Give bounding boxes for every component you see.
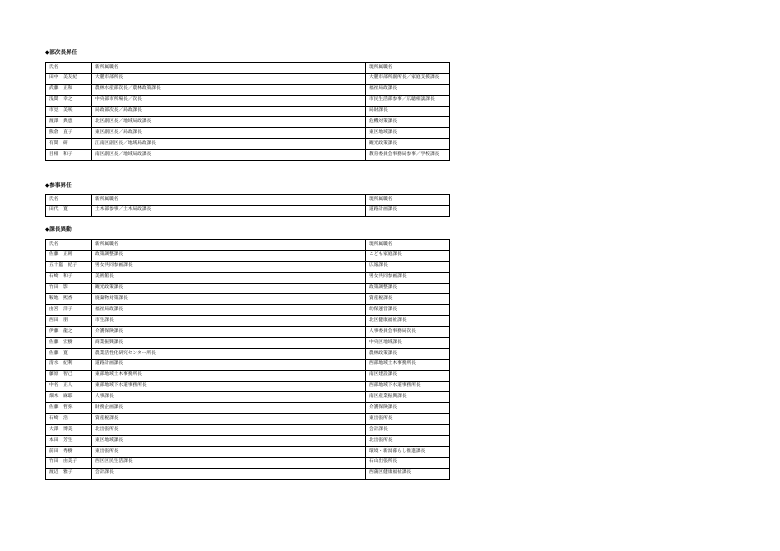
cell-new-position: 東区地域課長 xyxy=(92,436,366,447)
cell-current-position: 広報課長 xyxy=(366,261,450,272)
cell-name: 藤原 智己 xyxy=(46,370,92,381)
cell-new-position: 介護保険課長 xyxy=(92,327,366,338)
cell-name: 鞍地 熙香 xyxy=(46,294,92,305)
cell-current-position: 観光政策課長 xyxy=(366,139,450,150)
table-row xyxy=(46,84,450,95)
cell-name: 田中 美友紀 xyxy=(46,73,92,84)
cell-name: 中名 正人 xyxy=(46,381,92,392)
cell-current-position: こども家庭課長 xyxy=(366,250,450,261)
cell-new-position: 東出張所長 xyxy=(92,446,366,457)
table-row xyxy=(46,117,450,128)
table-bucho xyxy=(45,62,450,161)
cell-new-position: 農業活性化研究センター所長 xyxy=(92,348,366,359)
table-sanji xyxy=(45,194,450,217)
cell-name: 佐藤 哲弥 xyxy=(46,403,92,414)
cell-name: 石崎 和子 xyxy=(46,272,92,283)
cell-current-position: 介護保険課長 xyxy=(366,403,450,414)
header-new-position: 新所属職名 xyxy=(92,240,366,251)
table-row xyxy=(46,359,450,370)
cell-new-position: 美術館長 xyxy=(92,272,366,283)
cell-new-position: 江南区副区長／地域局政課長 xyxy=(92,139,366,150)
header-name: 氏名 xyxy=(46,195,92,206)
cell-name: 伊藤 龍之 xyxy=(46,327,92,338)
table-row xyxy=(46,327,450,338)
table-row xyxy=(46,294,450,305)
cell-new-position: 道路計画課長 xyxy=(92,359,366,370)
cell-new-position: 福祉局政課長 xyxy=(92,305,366,316)
cell-current-position: 環境・新潟暮らし推進課長 xyxy=(366,446,450,457)
cell-name: 畑木 麻耶 xyxy=(46,392,92,403)
cell-name: 本田 芳生 xyxy=(46,436,92,447)
cell-name: 有間 研 xyxy=(46,139,92,150)
table-row xyxy=(46,283,450,294)
cell-current-position: 市民生活部参事／広聴相談課長 xyxy=(366,95,450,106)
cell-name: 竹田 影 xyxy=(46,283,92,294)
cell-name: 清水 紀利 xyxy=(46,359,92,370)
table-row xyxy=(46,139,450,150)
cell-new-position: 男女共同参画課長 xyxy=(92,261,366,272)
cell-current-position: 北出張所長 xyxy=(366,436,450,447)
cell-new-position: 農林水産部次長／農林政策課長 xyxy=(92,84,366,95)
table-header-row xyxy=(46,240,450,251)
cell-new-position: 観光政策課長 xyxy=(92,283,366,294)
table-row xyxy=(46,468,450,479)
cell-current-position: 人事委員会事務局次長 xyxy=(366,327,450,338)
cell-current-position: 男女共同参画課長 xyxy=(366,272,450,283)
cell-current-position: 東区地域課長 xyxy=(366,128,450,139)
cell-current-position: 南区建設課長 xyxy=(366,370,450,381)
table-row xyxy=(46,95,450,106)
cell-new-position: 市生課長 xyxy=(92,316,366,327)
table-row xyxy=(46,457,450,468)
cell-name: 大澤 博美 xyxy=(46,425,92,436)
cell-new-position: 政策調整課長 xyxy=(92,250,366,261)
cell-name: 渡澤 典恵 xyxy=(46,117,92,128)
cell-current-position: 中央区地域課長 xyxy=(366,338,450,349)
table-row xyxy=(46,338,450,349)
section-title-bucho: ◆部次長昇任 xyxy=(45,50,78,56)
cell-new-position: 東部地域土木事務所長 xyxy=(92,370,366,381)
section-title-kacho: ◆課長異動 xyxy=(45,227,72,233)
table-row xyxy=(46,370,450,381)
table-row xyxy=(46,272,450,283)
table-row xyxy=(46,316,450,327)
header-name: 氏名 xyxy=(46,240,92,251)
cell-new-position: 資産税課長 xyxy=(92,414,366,425)
cell-new-position: 商業振興課長 xyxy=(92,338,366,349)
header-new-position: 新所属職名 xyxy=(92,195,366,206)
cell-name: 前田 秀樹 xyxy=(46,446,92,457)
cell-name: 五十嵐 紀子 xyxy=(46,261,92,272)
cell-current-position: 道路計画課長 xyxy=(366,205,450,216)
table-row xyxy=(46,106,450,117)
section-title-sanji: ◆参事昇任 xyxy=(45,183,72,189)
cell-name: 田代 寛 xyxy=(46,205,92,216)
cell-name: 竹田 由美子 xyxy=(46,457,92,468)
cell-current-position: 教育委員会事務局参事／学校課長 xyxy=(366,150,450,161)
cell-name: 市見 美咲 xyxy=(46,106,92,117)
cell-name: 目相 和子 xyxy=(46,150,92,161)
cell-new-position: 局政部次長／局政課長 xyxy=(92,106,366,117)
table-row xyxy=(46,425,450,436)
cell-name: 佐藤 正則 xyxy=(46,250,92,261)
header-new-position: 新所属職名 xyxy=(92,63,366,74)
cell-current-position: 政策調整課長 xyxy=(366,283,450,294)
cell-name: 西田 朋 xyxy=(46,316,92,327)
cell-new-position: 人事課長 xyxy=(92,392,366,403)
cell-new-position: 会計課長 xyxy=(92,468,366,479)
header-current-position: 現所属職名 xyxy=(366,240,450,251)
cell-name: 佐藤 宏樹 xyxy=(46,338,92,349)
cell-name: 武藤 正和 xyxy=(46,84,92,95)
cell-new-position: 中央部市所場長／次長 xyxy=(92,95,366,106)
cell-new-position: 土木部参事／土木局政課長 xyxy=(92,205,366,216)
cell-name: 石崎 浩 xyxy=(46,414,92,425)
cell-current-position: 資産税課長 xyxy=(366,294,450,305)
cell-current-position: 南区産業振興課長 xyxy=(366,392,450,403)
cell-current-position: 農林政策課長 xyxy=(366,348,450,359)
header-current-position: 現所属職名 xyxy=(366,63,450,74)
table-row xyxy=(46,128,450,139)
table-row xyxy=(46,403,450,414)
header-current-position: 現所属職名 xyxy=(366,195,450,206)
cell-name: 由宮 洋子 xyxy=(46,305,92,316)
table-row xyxy=(46,381,450,392)
table-row xyxy=(46,348,450,359)
cell-current-position: 大麓市部所副所長／家庭支援課長 xyxy=(366,73,450,84)
table-row xyxy=(46,436,450,447)
cell-name: 渡辺 雅子 xyxy=(46,468,92,479)
cell-current-position: 西部地域下水道事務所長 xyxy=(366,381,450,392)
cell-current-position: 会計課長 xyxy=(366,425,450,436)
cell-new-position: 西区区民生活課長 xyxy=(92,457,366,468)
table-row xyxy=(46,73,450,84)
cell-name: 佐藤 寛 xyxy=(46,348,92,359)
cell-current-position: 西蒲区健康福祉課長 xyxy=(366,468,450,479)
table-row xyxy=(46,392,450,403)
cell-current-position: 福祉局政課長 xyxy=(366,84,450,95)
cell-current-position: 東出張所長 xyxy=(366,414,450,425)
table-row xyxy=(46,414,450,425)
table-row xyxy=(46,446,450,457)
table-row xyxy=(46,205,450,216)
cell-current-position: 石山出張所長 xyxy=(366,457,450,468)
cell-current-position: 危機対策課長 xyxy=(366,117,450,128)
cell-new-position: 東区副区長／局政課長 xyxy=(92,128,366,139)
table-row xyxy=(46,250,450,261)
table-row xyxy=(46,305,450,316)
table-row xyxy=(46,261,450,272)
cell-new-position: 廃棄物対策課長 xyxy=(92,294,366,305)
cell-name: 熊倉 直子 xyxy=(46,128,92,139)
cell-name: 浅間 幸之 xyxy=(46,95,92,106)
header-name: 氏名 xyxy=(46,63,92,74)
cell-current-position: 局財課長 xyxy=(366,106,450,117)
cell-current-position: 幼保運営課長 xyxy=(366,305,450,316)
table-row xyxy=(46,150,450,161)
table-kacho xyxy=(45,239,450,480)
cell-new-position: 北出張所長 xyxy=(92,425,366,436)
cell-new-position: 財務企画課長 xyxy=(92,403,366,414)
cell-new-position: 北区副区長／地域局政課長 xyxy=(92,117,366,128)
cell-new-position: 南区副区長／地域局政課長 xyxy=(92,150,366,161)
table-header-row xyxy=(46,195,450,206)
table-header-row xyxy=(46,63,450,74)
cell-current-position: 西部地域土木事務所長 xyxy=(366,359,450,370)
cell-new-position: 大麓市部所長 xyxy=(92,73,366,84)
cell-current-position: 北区健康福祉課長 xyxy=(366,316,450,327)
cell-new-position: 東部地域下水道事務所長 xyxy=(92,381,366,392)
